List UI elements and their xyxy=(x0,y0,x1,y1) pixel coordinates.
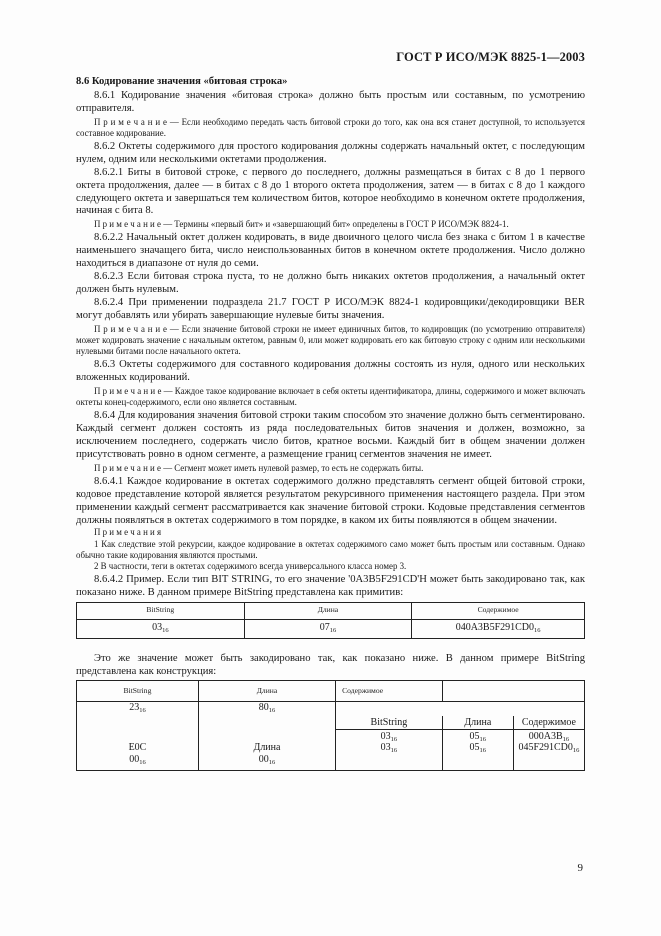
cell-value: 00 xyxy=(129,754,140,766)
table-cell xyxy=(198,702,335,717)
paragraph-8-6-2-4: 8.6.2.4 При применении подраздела 21.7 ГОСТ Р ИСО/МЭК 8824-1 кодировщики/декодировщики BER могут добавлять или убирать завершающие нулевые биты значения. xyxy=(76,296,585,321)
table-cell xyxy=(336,743,443,754)
paragraph-8-6-2: 8.6.2 Октеты содержимого для простого кодирования должны содержать начальный октет, с последующим нулем, одним или несколькими октетами продолжения. xyxy=(76,140,585,165)
paragraph-8-6-4: 8.6.4 Для кодирования значения битовой строки таким способом это значение должно быть сегментировано. Каждый сегмент должен состоять из ряда последовательных битов значения и должен, возможно, за исключением последнего, содержать число битов, кратное восьми. Каждый бит в общем значении должен присутствовать ровно в одном сегменте, а размещение границ сегментов значения не имеет. xyxy=(76,410,585,460)
table-cell xyxy=(77,730,199,744)
table-cell xyxy=(198,743,335,754)
cell-value: 05 xyxy=(469,731,480,743)
note-text: — Если значение битовой строки не имеет единичных битов, то кодировщик (по усмотрению отправителя) может кодировать значение с начальным октетом, равным 0, или может кодировать его как битовую строку с одним или несколькими нулевыми битами после начального октета. xyxy=(76,323,585,356)
cell-value: 045F291CD0 xyxy=(518,742,573,754)
table-row xyxy=(77,716,585,730)
note-label: П р и м е ч а н и е xyxy=(94,462,161,473)
table-cell xyxy=(198,716,335,730)
cell-value: 05 xyxy=(469,742,480,754)
note-label: П р и м е ч а н и е xyxy=(94,116,167,127)
table-cell xyxy=(442,743,513,754)
table-cell xyxy=(198,730,335,744)
note-text: — Если необходимо передать часть битовой строки до того, как она вся станет доступной, то используется составное кодирование. xyxy=(76,116,585,138)
paragraph-8-6-2-2: 8.6.2.2 Начальный октет должен кодировать, в виде двоичного целого числа без знака с битом 1 в качестве наименьшего значащего бита, число неиспользованных битов в конечном октете продолжения. Число должно находиться в диапазоне от нуля до семи. xyxy=(76,232,585,270)
paragraph-8-6-2-3: 8.6.2.3 Если битовая строка пуста, то не должно быть никаких октетов продолжения, а начальный октет должен быть нулевым. xyxy=(76,271,585,296)
table-header-contents: Содержимое xyxy=(336,681,443,702)
table-header-length: Длина xyxy=(244,602,412,619)
cell-subscript: 16 xyxy=(268,759,276,767)
table-cell xyxy=(336,754,443,771)
note-text: — Сегмент может иметь нулевой размер, то есть не содержать биты. xyxy=(160,462,424,473)
page-number: 9 xyxy=(577,862,583,874)
cell-value: E0C xyxy=(128,742,147,754)
cell-value: 03 xyxy=(380,742,391,754)
paragraph-8-6-4-1: 8.6.4.1 Каждое кодирование в октетах содержимого должно представлять сегмент общей битовой строки, кодовое представление которой является результатом рекурсивного применения настоящего раздела. При этом применении каждый сегмент рассматривается как значение битовой строки. Кодовые представления сегментов должны появляться в октетах содержимого в том порядке, в каком их биты появляются в общем значении. xyxy=(76,475,585,526)
table-cell xyxy=(336,702,585,717)
table-header-empty xyxy=(442,681,584,702)
note-3 xyxy=(76,324,585,357)
table-cell xyxy=(513,754,584,771)
table-row xyxy=(77,702,585,717)
cell-subscript: 16 xyxy=(534,626,541,634)
cell-value: 040A3B5F291CD0 xyxy=(455,621,535,633)
cell-subscript: 16 xyxy=(139,707,146,715)
note-2 xyxy=(76,219,585,230)
table-header-bitstring: BitString xyxy=(77,602,245,619)
cell-subscript: 16 xyxy=(572,747,580,755)
table-cell xyxy=(442,730,513,744)
table-header-length: Длина xyxy=(198,681,335,702)
cell-value: 23 xyxy=(129,702,140,714)
note-text: — Каждое такое кодирование включает в себя октеты идентификатора, длины, содержимого и может включать октеты конец-содержимого, если оно является составным. xyxy=(76,385,585,407)
note-label: П р и м е ч а н и е xyxy=(94,323,167,334)
note-1 xyxy=(76,117,585,139)
primitive-encoding-table xyxy=(76,602,585,639)
table-row xyxy=(77,730,585,744)
paragraph-8-6-3: 8.6.3 Октеты содержимого для составного кодирования должны состоять из нуля, одного или нескольких вложенных кодирований. xyxy=(76,359,585,383)
note-numbered-1: 1 Как следствие этой рекурсии, каждое кодирование в октетах содержимого само может быть простым или составным. Однако обычно такие кодирования являются простыми. xyxy=(76,538,585,560)
table-cell xyxy=(442,754,513,771)
table-cell xyxy=(77,743,199,754)
cell-subscript: 16 xyxy=(139,759,146,767)
cell-value: 80 xyxy=(258,702,269,714)
table-cell xyxy=(77,754,199,771)
constructed-encoding-table xyxy=(76,680,585,771)
table-cell xyxy=(77,619,245,638)
document-header: ГОСТ Р ИСО/МЭК 8825-1—2003 xyxy=(396,50,585,64)
table-cell xyxy=(77,716,199,730)
cell-value: 03 xyxy=(152,621,163,633)
note-numbered-2: 2 В частности, теги в октетах содержимого всегда универсального класса номер 3. xyxy=(94,560,407,571)
paragraph-8-6-4-2: 8.6.4.2 Пример. Если тип BIT STRING, то его значение '0A3B5F291CD'H может быть закодировано так, как показано ниже. В данном примере BitString представлена как примитив: xyxy=(76,573,585,598)
cell-subscript: 16 xyxy=(562,736,570,744)
paragraph-constructed: Это же значение может быть закодировано так, как показано ниже. В данном примере BitString представлена как конструкция: xyxy=(76,652,585,677)
cell-value: 00 xyxy=(258,754,269,766)
note-text: — Термины «первый бит» и «завершающий бит» определены в ГОСТ Р ИСО/МЭК 8824-1. xyxy=(160,219,509,230)
table-cell xyxy=(513,743,584,754)
note-4 xyxy=(76,386,585,408)
sub-header-contents: Содержимое xyxy=(513,716,584,730)
cell-subscript: 16 xyxy=(390,736,398,744)
cell-subscript: 16 xyxy=(479,747,487,755)
table-cell xyxy=(77,702,199,717)
cell-value: 000A3B xyxy=(528,731,563,743)
note-label: П р и м е ч а н и е xyxy=(94,219,161,230)
document-body xyxy=(76,76,585,771)
cell-subscript: 16 xyxy=(329,626,337,634)
sub-header-bitstring: BitString xyxy=(336,716,443,730)
table-cell xyxy=(244,619,412,638)
section-heading: 8.6 Кодирование значения «битовая строка» xyxy=(76,76,288,87)
table-row xyxy=(77,619,585,638)
table-header-bitstring: BitString xyxy=(77,681,199,702)
cell-value: 03 xyxy=(380,731,391,743)
paragraph-8-6-2-1: 8.6.2.1 Биты в битовой строке, с первого до последнего, должны размещаться в битах с 8 до 1 первого октета продолжения, далее — в битах с 8 до 1 второго октета продолжения, затем — в битах с 8 до 1 каждого следующего октета и завершаться тем количеством битов, которое необходимо в конечном октете продолжения, начиная с бита 8. xyxy=(76,166,585,217)
notes-heading: П р и м е ч а н и я xyxy=(94,527,162,538)
table-cell xyxy=(336,730,443,744)
cell-subscript: 16 xyxy=(162,626,169,634)
table-cell xyxy=(198,754,335,771)
note-5 xyxy=(76,463,585,474)
table-cell xyxy=(412,619,585,638)
cell-value: Длина xyxy=(253,742,281,754)
sub-header-length: Длина xyxy=(442,716,513,730)
cell-subscript: 16 xyxy=(479,736,487,744)
cell-subscript: 16 xyxy=(268,707,276,715)
note-label: П р и м е ч а н и е xyxy=(94,385,162,396)
cell-value: 07 xyxy=(319,621,330,633)
table-row xyxy=(77,754,585,771)
cell-subscript: 16 xyxy=(390,747,398,755)
paragraph-8-6-1: 8.6.1 Кодирование значения «битовая строка» должно быть простым или составным, по усмотрению отправителя. xyxy=(76,89,585,114)
table-header-contents: Содержимое xyxy=(412,602,585,619)
table-cell xyxy=(513,730,584,744)
table-row xyxy=(77,743,585,754)
